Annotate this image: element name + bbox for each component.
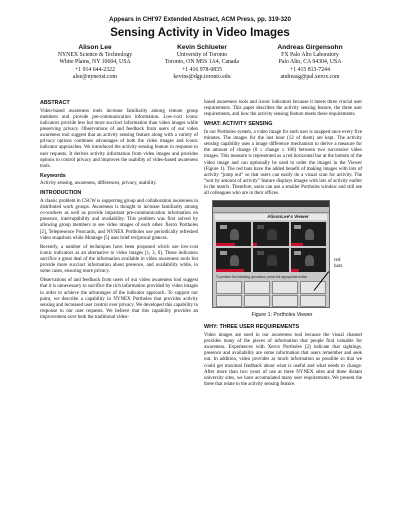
continued-text: based awareness tools and iconic indicators because it meets three crucial user requirements. This paper describes the activity sensing feature, the three user requirements, and how the activity sensing feature meets these requirements. (204, 100, 362, 118)
abstract-heading: ABSTRACT (40, 100, 70, 106)
activity-bar (253, 243, 257, 246)
control-button (272, 295, 298, 307)
viewer-title: AlisonLee's Viewer (267, 214, 309, 220)
abstract-text: Video-based awareness tools increase familiarity among remote group members and provide pre-communication information. Low-cost iconic indicators provide less but more succinct information than video images while preserving privacy. Observations of and feedback from users of our video awareness tool suggest that an activity sensing feature along with a variety of privacy options combines advantages of both the video images and iconic indicator approaches. We introduced the activity sensing feature in response to user requests. It derives activity information from video images and provides options to control privacy and improves the usability of video-based awareness tools. (40, 108, 198, 169)
control-button (216, 295, 242, 307)
intro-paragraph-2: Recently, a number of techniques have been proposed which use low-cost iconic indicators as an alternative to video images [1, 3, 6]. These indicators sacrifice a great deal of the information available in video awareness tools but provide more succinct information about presence, and availability while, in some cases, ensuring more privacy. (40, 244, 198, 275)
keywords-heading: Keywords (40, 172, 66, 179)
control-button (272, 281, 298, 293)
author-affiliation: NYNEX Science & Technology (57, 52, 133, 58)
video-snapshot (291, 248, 326, 272)
activity-bar (291, 269, 300, 272)
author-name: Andreas Girgensohn (277, 44, 343, 51)
control-button (244, 295, 270, 307)
intro-paragraph-3: Observations of and feedback from users of our video awareness tool suggest that it is unnecessary to sacrifice the rich information provided by video images in order to achieve the advantages of the indicator approach. To support our point, we describe a capability in NYNEX Portholes that provides activity sensing and increased user control over privacy. We developed this capability in response to our user requests. We believe that this capability provides an improvement over both the traditional video- (40, 278, 198, 321)
red-bars-callout: red bars (334, 258, 343, 270)
video-snapshot (216, 248, 251, 272)
snapshot-grid (216, 222, 326, 272)
video-snapshot (216, 222, 251, 246)
intro-paragraph-1: A classic problem in CSCW is supporting group and collaboration awareness in distributed work groups. Awareness is thought to increase familiarity among co-workers as well as provide important pre-communication information on presence, interruptibility and availability. This problem was first solved by allowing group members to see video images of each other. Xerox Portholes [2], Telepresence Postcards, and NYNEX Portholes use periodically refreshed video snapshots while Montage [5] uses brief reciprocal glances. (40, 198, 198, 241)
author-address: White Plains, NY 10604, USA (59, 59, 131, 66)
left-column (40, 100, 198, 324)
author-phone: +1 415 813-7244 (290, 66, 330, 73)
activity-bar (291, 243, 303, 246)
author-2 (147, 44, 257, 81)
author-address: Toronto, ON M5S 1A4, Canada (165, 59, 239, 66)
portholes-viewer-screenshot (212, 200, 330, 308)
author-3 (255, 44, 365, 81)
control-button (300, 295, 326, 307)
requirements-text: Video images are used in our awareness tool because the visual channel provides many of the pieces of information that people find valuable for awareness. Experiences with Xerox Portholes [2] indicate that sightings, presence and availability are some information that users remember and seek out. In addition, video provides as much information as possible so that we could get maximal feedback about what is useful and what needs to change. After more than two years of use at three NYNEX sites and three distant university sites, we have accumulated many user requirements. We present the three that relate to the activity sensing feature. (204, 332, 362, 388)
keywords-text: Activity sensing, awareness, differences, privacy, usability. (40, 181, 157, 187)
control-button (244, 281, 270, 293)
controls-instructions: To perform the following operations, press the appropriate button (216, 275, 308, 280)
video-snapshot (253, 222, 288, 246)
right-column (204, 100, 362, 391)
control-button (216, 281, 242, 293)
author-address: Palo Alto, CA 94304, USA (278, 59, 342, 66)
author-email: andreasg@pal.xerox.com (280, 73, 340, 80)
author-1 (40, 44, 150, 81)
figure-1 (204, 200, 360, 322)
header-note: Appears in CHI'97 Extended Abstract, ACM Press, pp. 319-320 (109, 16, 291, 23)
introduction-heading: INTRODUCTION (40, 190, 82, 197)
viewer-controls (216, 281, 326, 307)
requirements-heading: WHY: THREE USER REQUIREMENTS (204, 324, 300, 331)
figure-caption: Figure 1: Portholes Viewer (251, 312, 313, 319)
paper-title: Sensing Activity in Video Images (110, 27, 290, 39)
video-snapshot (291, 222, 326, 246)
activity-bar (216, 243, 235, 246)
video-snapshot (253, 248, 288, 272)
author-phone: +1 416 978-0835 (182, 66, 222, 73)
control-button (300, 281, 326, 293)
activity-sensing-heading: WHAT: ACTIVITY SENSING (204, 121, 273, 128)
author-affiliation: University of Toronto (176, 52, 228, 58)
author-affiliation: FX Palo Alto Laboratory (281, 52, 339, 58)
author-email: kevins@dgp.toronto.edu (173, 73, 231, 80)
author-block (40, 44, 365, 94)
author-name: Alison Lee (78, 44, 112, 51)
author-email: alee@nynexst.com (72, 73, 118, 80)
author-phone: +1 914 644-2322 (75, 66, 115, 73)
activity-sensing-text: In our Portholes system, a video image for each user is snapped once every five minutes. The images for the last hour (12 of them) are kept. The activity sensing capability uses a image difference mechanism to derive a measure for the amount of change (0 ≤ change ≤ 100) between two successive video images. This measure is represented as a red horizontal bar at the bottom of the video image and can optionally be used to order the images in the Viewer (Figure 1). The red bars have the added benefit of making images with lots of activity “jump out” so that users can easily do a visual scan for activity. The “sort by amount of activity” feature displays images with lots of activity earlier in the matrix. Therefore, users can use a smaller Portholes window and still see all colleagues who are in their offices. (204, 129, 362, 197)
viewer-menubar (213, 207, 329, 213)
activity-bar (216, 269, 244, 272)
author-name: Kevin Schlueter (177, 44, 227, 51)
